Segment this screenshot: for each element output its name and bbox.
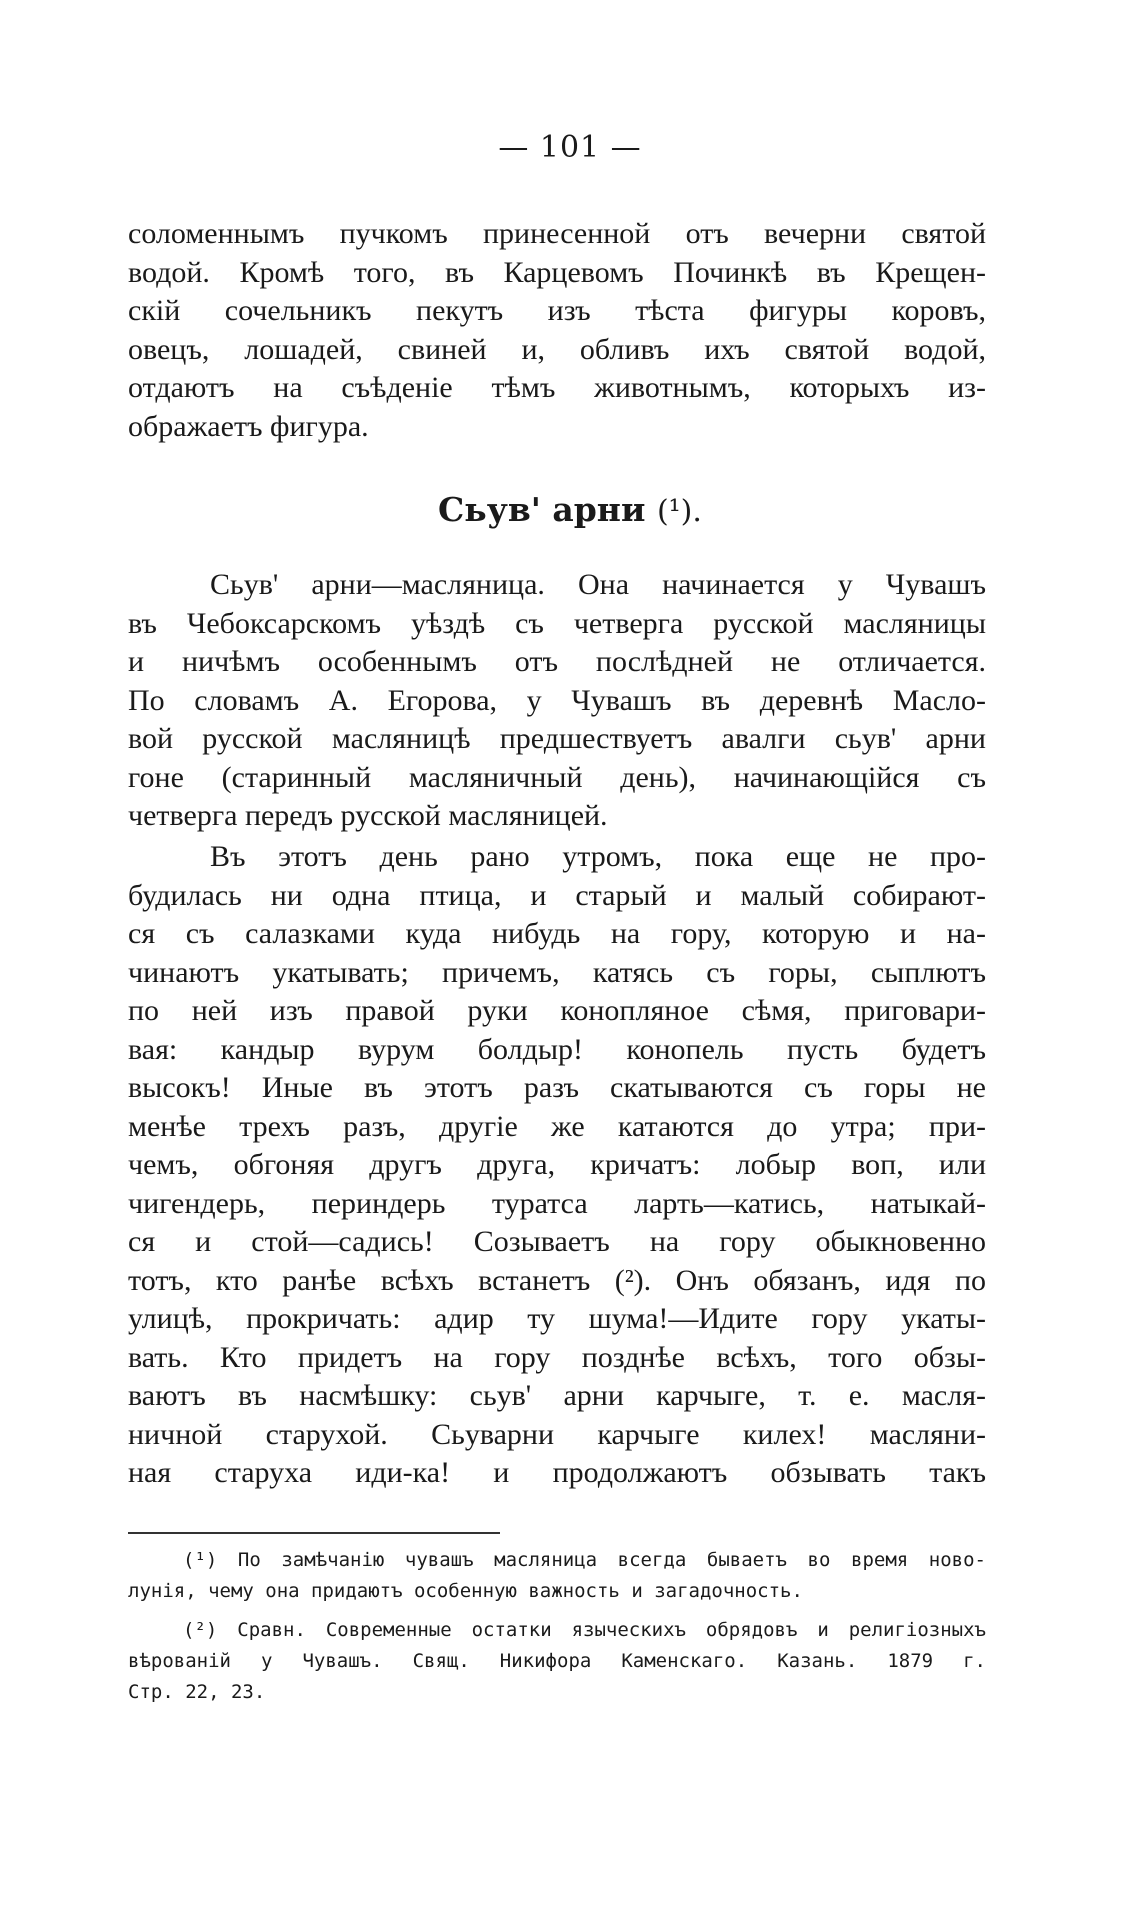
- text-line: менѣе трехъ разъ, другіе же катаются до утра; при-: [128, 1109, 986, 1143]
- text-line: чинаютъ укатывать; причемъ, катясь съ горы, сыплютъ: [128, 955, 986, 989]
- text-line: ображаетъ фигура.: [128, 409, 369, 443]
- text-line: отдаютъ на съѣденіе тѣмъ животнымъ, которыхъ из-: [128, 371, 986, 404]
- paragraph-1: [128, 566, 986, 836]
- page-number: — 101 —: [498, 130, 642, 165]
- footnote-line: (¹) По замѣчанію чувашъ масляница всегда бываетъ во время ново-: [183, 1549, 986, 1571]
- text-line: улицѣ, прокричать: адир ту шума!—Идите гору укаты-: [128, 1302, 986, 1335]
- footnote-1: [128, 1545, 986, 1607]
- footnote-reference: (¹).: [656, 494, 702, 529]
- text-line: скій сочельникъ пекутъ изъ тѣста фигуры коровъ,: [128, 294, 986, 327]
- text-line: тотъ, кто ранѣе всѣхъ встанетъ (²). Онъ обязанъ, идя по: [128, 1263, 986, 1297]
- text-line: и ничѣмъ особеннымъ отъ послѣдней не отличается.: [128, 645, 986, 678]
- text-line: въ Чебоксарскомъ уѣздѣ съ четверга русской масляницы: [128, 606, 986, 640]
- text-line: овецъ, лошадей, свиней и, обливъ ихъ святой водой,: [128, 332, 986, 366]
- text-line: ся съ салазками куда нибудь на гору, которую и на-: [128, 917, 986, 950]
- text-line: соломеннымъ пучкомъ принесенной отъ вечерни святой: [128, 217, 986, 250]
- footnote-line: вѣрованій у Чувашъ. Свящ. Никифора Каменскаго. Казань. 1879 г.: [128, 1650, 986, 1672]
- text-line: вать. Кто придетъ на гору позднѣе всѣхъ, того обзы-: [128, 1340, 986, 1374]
- section-heading: [0, 490, 1140, 529]
- footnote-divider: [128, 1532, 500, 1534]
- footnote-line: (²) Сравн. Современные остатки языческихъ обрядовъ и религіозныхъ: [183, 1619, 986, 1641]
- footnote-line: Стр. 22, 23.: [128, 1681, 266, 1703]
- text-line: водой. Кромѣ того, въ Карцевомъ Починкѣ въ Крещен-: [128, 255, 986, 289]
- text-line: гоне (старинный масляничный день), начинающійся съ: [128, 760, 986, 794]
- text-line: вая: кандыр вурум болдыр! конопель пусть будетъ: [128, 1032, 986, 1066]
- text-line: Сьув' арни—масляница. Она начинается у Чувашъ: [210, 568, 986, 601]
- paragraph-2: [128, 838, 986, 1493]
- text-line: будилась ни одна птица, и старый и малый собирают-: [128, 878, 986, 912]
- text-line: ваютъ въ насмѣшку: сьув' арни карчыге, т. е. масля-: [128, 1379, 986, 1412]
- text-line: чигендерь, периндерь туратса ларть—катись, натыкай-: [128, 1186, 986, 1220]
- text-line: ная старуха иди-ка! и продолжаютъ обзывать такъ: [128, 1456, 986, 1489]
- text-line: по ней изъ правой руки конопляное сѣмя, приговари-: [128, 994, 986, 1027]
- footnote-line: лунія, чему она придаютъ особенную важность и загадочность.: [128, 1580, 803, 1602]
- text-line: ничной старухой. Сьуварни карчыге килех! масляни-: [128, 1417, 986, 1451]
- footnote-2: [128, 1615, 986, 1708]
- text-line: чемъ, обгоняя другъ друга, кричатъ: лобыр воп, или: [128, 1148, 986, 1181]
- text-line: четверга передъ русской масляницей.: [128, 799, 608, 832]
- text-line: ся и стой—садись! Созываетъ на гору обыкновенно: [128, 1225, 986, 1258]
- text-line: высокъ! Иные въ этотъ разъ скатываются съ горы не: [128, 1071, 986, 1104]
- section-title: Сьув' арни: [438, 490, 646, 529]
- intro-paragraph: [128, 215, 986, 446]
- text-line: По словамъ А. Егорова, у Чувашъ въ деревнѣ Масло-: [128, 683, 986, 717]
- text-line: вой русской масляницѣ предшествуетъ авалги сьув' арни: [128, 722, 986, 755]
- text-line: Въ этотъ день рано утромъ, пока еще не про-: [210, 840, 986, 873]
